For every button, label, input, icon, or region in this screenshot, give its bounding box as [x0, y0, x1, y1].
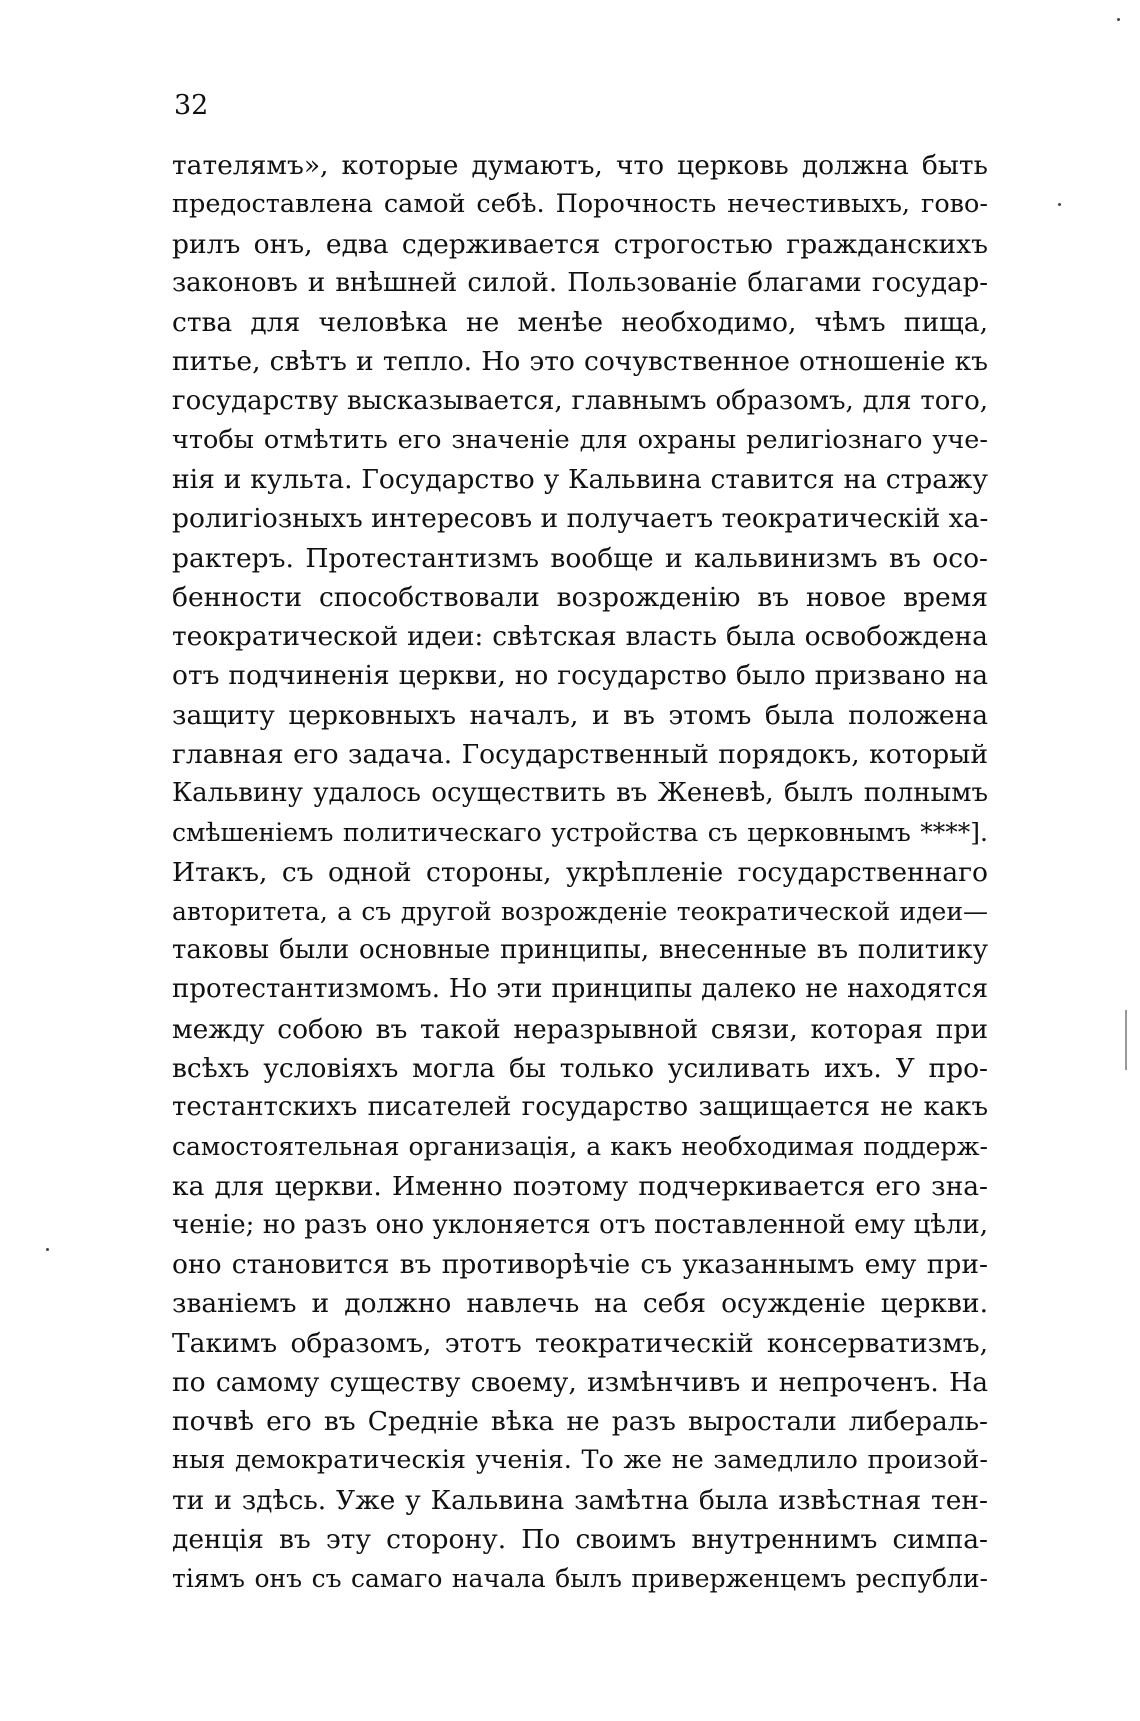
text-line: самостоятельная организація, а какъ необходимая поддерж- — [172, 1132, 988, 1162]
text-line: отъ подчиненія церкви, но государство было призвано на — [172, 660, 988, 692]
text-line: Итакъ, съ одной стороны, укрѣпленіе государственнаго — [172, 856, 988, 888]
text-line: почвѣ его въ Средніе вѣка не разъ выростали либераль- — [172, 1406, 988, 1437]
text-line: протестантизмомъ. Но эти принципы далеко не находятся — [172, 974, 988, 1005]
text-line: смѣшеніемъ политическаго устройства съ церковнымъ ****]. — [172, 818, 988, 848]
text-line: ченіе; но разъ оно уклоняется отъ поставленной ему цѣли, — [172, 1209, 988, 1240]
text-line: нія и культа. Государство у Кальвина ставится на стражу — [172, 464, 988, 495]
text-line: рилъ онъ, едва сдерживается строгостью гражданскихъ — [172, 228, 988, 260]
text-line: тестантскихъ писателей государство защищается не какъ — [172, 1092, 988, 1122]
text-line: бенности способствовали возрожденію въ новое время — [172, 581, 988, 613]
text-line: законовъ и внѣшней силой. Пользованіе благами государ- — [172, 267, 988, 298]
text-line: главная его задача. Государственный порядокъ, который — [172, 738, 988, 770]
text-line: ролигіозныхъ интересовъ и получаетъ теократическій ха- — [172, 503, 989, 535]
body-text — [172, 146, 988, 1598]
text-line: ныя демократическія ученія. То же не замедлило произой- — [172, 1445, 988, 1476]
text-line: ти и здѣсь. Уже у Кальвина замѣтна была извѣстная тен- — [172, 1484, 988, 1516]
text-line: питье, свѣтъ и тепло. Но это сочувственное отношеніе къ — [172, 346, 988, 378]
text-line: государству высказывается, главнымъ образомъ, для того, — [172, 385, 988, 416]
text-line: денція въ эту сторону. По своимъ внутреннимъ симпа- — [172, 1523, 988, 1555]
text-line: званіемъ и должно навлечь на себя осужденіе церкви. — [172, 1288, 988, 1320]
text-line: по самому существу своему, измѣнчивъ и непроченъ. На — [172, 1366, 988, 1398]
scan-speck — [1058, 203, 1061, 206]
text-line: авторитета, а съ другой возрожденіе теократической идеи— — [172, 896, 988, 926]
text-line: ства для человѣка не менѣе необходимо, чѣмъ пища, — [172, 307, 988, 338]
text-line: тателямъ», которые думаютъ, что церковь должна быть — [172, 150, 988, 181]
text-line: оно становится въ противорѣчіе съ указаннымъ ему при- — [172, 1249, 988, 1280]
page-number: 32 — [174, 90, 209, 121]
text-line: таковы были основные принципы, внесенные въ политику — [172, 935, 988, 965]
text-line: защиту церковныхъ началъ, и въ этомъ была положена — [172, 699, 988, 731]
text-line: теократической идеи: свѣтская власть была освобождена — [172, 621, 988, 652]
scan-speck — [1117, 18, 1120, 21]
text-line: Кальвину удалось осуществить въ Женевѣ, былъ полнымъ — [172, 778, 988, 808]
text-line: Такимъ образомъ, этотъ теократическій консерватизмъ, — [172, 1327, 988, 1359]
margin-scan-line — [1125, 1010, 1127, 1070]
text-line: рактеръ. Протестантизмъ вообще и кальвинизмъ въ осо- — [172, 542, 988, 574]
text-line: ка для церкви. Именно поэтому подчеркивается его зна- — [172, 1170, 988, 1202]
scan-speck — [46, 1248, 49, 1251]
text-line: тіямъ онъ съ самаго начала былъ приверженцемъ республи- — [172, 1564, 988, 1593]
text-line: всѣхъ условіяхъ могла бы только усиливать ихъ. У про- — [172, 1052, 988, 1084]
text-line: чтобы отмѣтить его значеніе для охраны религіознаго уче- — [172, 424, 988, 455]
text-line: между собою въ такой неразрывной связи, которая при — [172, 1013, 988, 1045]
text-line: предоставлена самой себѣ. Порочность нечестивыхъ, гово- — [172, 189, 988, 220]
